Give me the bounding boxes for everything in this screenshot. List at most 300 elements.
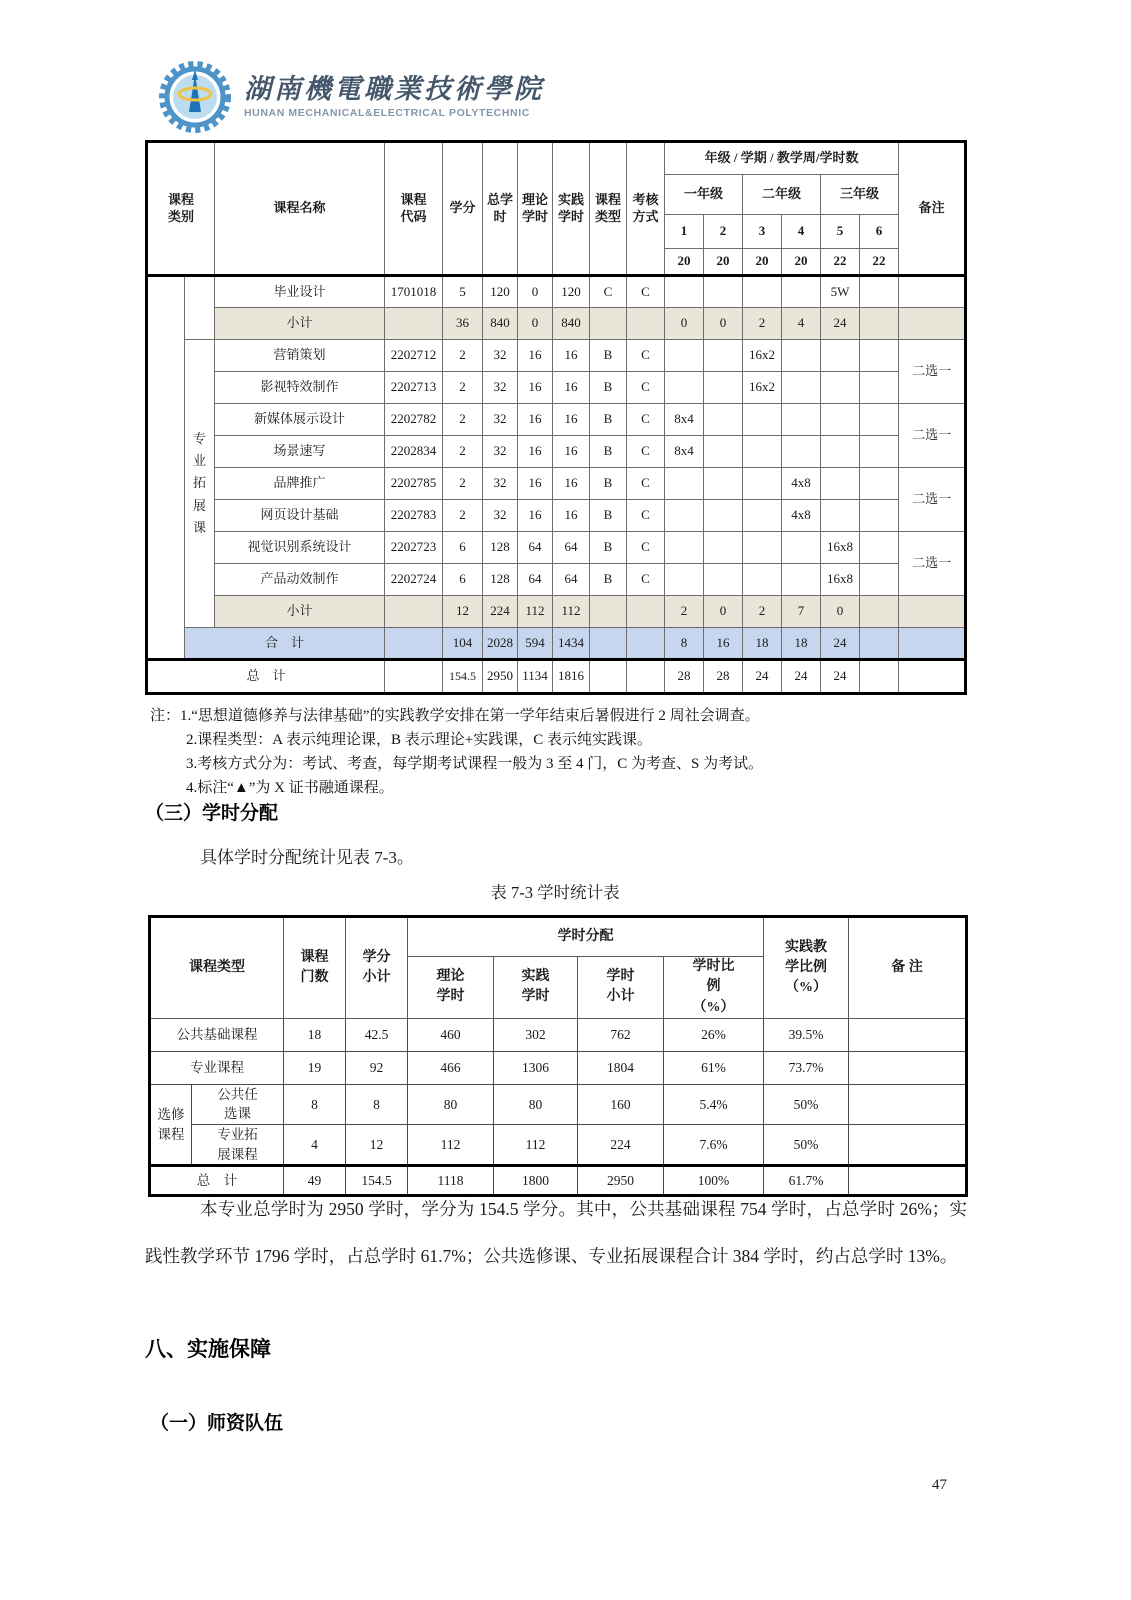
cell: 128 [483, 564, 518, 596]
t2-header-remark: 备 注 [849, 917, 967, 1019]
cell: B [590, 436, 627, 468]
t1-header-code-label: 课程代码 [400, 191, 427, 224]
t1-header-week3: 20 [743, 249, 782, 276]
cell: 16x2 [743, 340, 782, 372]
t1-header-sem2: 2 [704, 215, 743, 249]
cell [704, 372, 743, 404]
cell: 120 [483, 276, 518, 308]
cell: 16 [518, 372, 553, 404]
cell [860, 436, 899, 468]
school-name-block [244, 75, 544, 120]
cell [899, 660, 966, 694]
cell: C [590, 276, 627, 308]
cell: 4x8 [782, 468, 821, 500]
table-row-grand-subtotal [147, 628, 966, 660]
cell: 合 计 [185, 628, 385, 660]
cell: 5W [821, 276, 860, 308]
cell: 2950 [483, 660, 518, 694]
cell: 466 [408, 1051, 494, 1084]
cell: B [590, 340, 627, 372]
cell: 61% [664, 1051, 764, 1084]
cell [899, 308, 966, 340]
section-heading-hours-allocation: （三）学时分配 [145, 803, 279, 824]
cell [860, 628, 899, 660]
cell: 4 [284, 1125, 346, 1166]
cell: 1701018 [385, 276, 443, 308]
cell: 2202782 [385, 404, 443, 436]
elective-group-label: 选修课程 [157, 1106, 185, 1142]
cell: 112 [494, 1125, 578, 1166]
cell [821, 500, 860, 532]
t1-header-semester-group: 年级 / 学期 / 教学周/学时数 [665, 142, 899, 175]
cell: 4 [782, 308, 821, 340]
cell: 80 [408, 1084, 494, 1124]
cell: 16 [518, 500, 553, 532]
cell [665, 500, 704, 532]
cell: 2202713 [385, 372, 443, 404]
cell: 2202724 [385, 564, 443, 596]
cell [860, 372, 899, 404]
t1-header-assess [627, 142, 665, 276]
cell: 16 [553, 340, 590, 372]
category-label: 专业拓展课 [192, 431, 206, 535]
cell: 2 [665, 596, 704, 628]
cell: 24 [821, 660, 860, 694]
t2-header-practice-label: 实践学时 [521, 969, 550, 1005]
cell [860, 564, 899, 596]
school-logo-gear-icon [158, 60, 232, 134]
cell [821, 404, 860, 436]
cell [860, 532, 899, 564]
cell: 2 [443, 436, 483, 468]
cell: 2 [443, 404, 483, 436]
cell: 视觉识别系统设计 [215, 532, 385, 564]
cell [385, 660, 443, 694]
cell [849, 1125, 967, 1166]
cell [192, 1084, 284, 1124]
cell: 品牌推广 [215, 468, 385, 500]
t1-header-sem1: 1 [665, 215, 704, 249]
cell [860, 308, 899, 340]
cell [665, 564, 704, 596]
cell [899, 596, 966, 628]
cell: 1816 [553, 660, 590, 694]
cell: B [590, 468, 627, 500]
cell: 0 [704, 596, 743, 628]
cell: 小计 [215, 596, 385, 628]
cell: 0 [518, 276, 553, 308]
t2-header-credit [346, 917, 408, 1019]
cell [704, 436, 743, 468]
cell: 50% [764, 1125, 849, 1166]
cell [665, 340, 704, 372]
cell: 营销策划 [215, 340, 385, 372]
cell [590, 308, 627, 340]
elective-group-cell [150, 1084, 192, 1165]
cell: 112 [408, 1125, 494, 1166]
t1-header-category-label: 课程类别 [168, 191, 195, 224]
cell: 24 [743, 660, 782, 694]
cell [704, 404, 743, 436]
cell: 16 [518, 340, 553, 372]
cell: 5.4% [664, 1084, 764, 1124]
cell: 32 [483, 404, 518, 436]
cell [385, 596, 443, 628]
t2-header-subtotal [578, 957, 664, 1019]
cell [782, 564, 821, 596]
cell: 840 [553, 308, 590, 340]
cell: 6 [443, 564, 483, 596]
cell: 18 [284, 1018, 346, 1051]
cell [385, 308, 443, 340]
cell: 毕业设计 [215, 276, 385, 308]
cell: 1434 [553, 628, 590, 660]
t2-header-type: 课程类型 [150, 917, 284, 1019]
cell [590, 596, 627, 628]
cell: 总 计 [147, 660, 385, 694]
t2-header-practice [494, 957, 578, 1019]
cell: 12 [346, 1125, 408, 1166]
cell [860, 596, 899, 628]
cell: 8x4 [665, 436, 704, 468]
cell: 16 [553, 372, 590, 404]
table-row [147, 500, 966, 532]
cell: 16 [553, 468, 590, 500]
cell: 16x8 [821, 532, 860, 564]
cell: 影视特效制作 [215, 372, 385, 404]
cell [743, 564, 782, 596]
cell: 1804 [578, 1051, 664, 1084]
cell [665, 276, 704, 308]
category-cell [185, 340, 215, 628]
cell [782, 372, 821, 404]
cell: 92 [346, 1051, 408, 1084]
cell: 840 [483, 308, 518, 340]
cell: 1800 [494, 1166, 578, 1196]
t1-header-type-label: 课程类型 [595, 191, 622, 224]
t2-header-practice-ratio [764, 917, 849, 1019]
cell: 16x8 [821, 564, 860, 596]
t2-header-theory-label: 理论学时 [436, 969, 465, 1005]
cell: 19 [284, 1051, 346, 1084]
note-line: 2.课程类型：A 表示纯理论课，B 表示理论+实践课，C 表示纯实践课。 [186, 732, 652, 748]
remark-cell: 二选一 [899, 468, 966, 532]
cell: 2 [443, 500, 483, 532]
t1-header-sem5: 5 [821, 215, 860, 249]
cell: 0 [821, 596, 860, 628]
t1-header-remark: 备注 [899, 142, 966, 276]
note-line: 注：1.“思想道德修养与法律基础”的实践教学安排在第一学年结束后暑假进行 2 周社会调查。 [150, 708, 760, 724]
cell: C [627, 340, 665, 372]
cell: 8 [284, 1084, 346, 1124]
cell: 1134 [518, 660, 553, 694]
cell: 7.6% [664, 1125, 764, 1166]
cell: 5 [443, 276, 483, 308]
cell: 594 [518, 628, 553, 660]
cell: 61.7% [764, 1166, 849, 1196]
cell: 160 [578, 1084, 664, 1124]
cell [704, 500, 743, 532]
cell: 2950 [578, 1166, 664, 1196]
cell: 36 [443, 308, 483, 340]
t2-header-credit-label: 学分小计 [362, 949, 391, 985]
cell: 8x4 [665, 404, 704, 436]
table-row [147, 404, 966, 436]
t2-header-theory [408, 957, 494, 1019]
cell: 154.5 [346, 1166, 408, 1196]
cell [590, 660, 627, 694]
cell: 2 [743, 596, 782, 628]
t1-header-week6: 22 [860, 249, 899, 276]
school-logo [158, 60, 544, 134]
hours-statistics-table [148, 915, 968, 1197]
cell: 1118 [408, 1166, 494, 1196]
cell [627, 308, 665, 340]
cell [849, 1084, 967, 1124]
table-row [147, 276, 966, 308]
cell: 120 [553, 276, 590, 308]
t1-header-total-label: 总学时 [487, 191, 514, 224]
t1-header-theory-label: 理论学时 [522, 191, 549, 224]
cell: 24 [782, 660, 821, 694]
table-row [147, 532, 966, 564]
cell: B [590, 532, 627, 564]
t1-header-total [483, 142, 518, 276]
cell [821, 372, 860, 404]
cell: 0 [518, 308, 553, 340]
cell: B [590, 404, 627, 436]
cell [627, 628, 665, 660]
cell: 24 [821, 308, 860, 340]
cell: 专业课程 [150, 1051, 284, 1084]
cell [899, 628, 966, 660]
remark-cell: 二选一 [899, 532, 966, 596]
table-row [147, 436, 966, 468]
cell: 42.5 [346, 1018, 408, 1051]
cell [782, 404, 821, 436]
cell: 16 [553, 436, 590, 468]
t1-header-sem6: 6 [860, 215, 899, 249]
cell [849, 1051, 967, 1084]
school-name-en: HUNAN MECHANICAL&ELECTRICAL POLYTECHNIC [244, 107, 530, 120]
intro-sentence: 具体学时分配统计见表 7-3。 [200, 848, 414, 867]
cell [743, 532, 782, 564]
cell [590, 628, 627, 660]
cell: 64 [518, 564, 553, 596]
cell: 7 [782, 596, 821, 628]
t1-header-credit: 学分 [443, 142, 483, 276]
curriculum-table [145, 140, 967, 695]
cell [743, 276, 782, 308]
cell: 16 [518, 436, 553, 468]
cell: C [627, 532, 665, 564]
cell: C [627, 468, 665, 500]
t1-header-week1: 20 [665, 249, 704, 276]
cell: 2 [443, 468, 483, 500]
t1-header-practice-label: 实践学时 [558, 191, 585, 224]
table-row-grand-total [147, 660, 966, 694]
remark-cell: 二选一 [899, 404, 966, 468]
cell [743, 436, 782, 468]
cell: 1306 [494, 1051, 578, 1084]
cell: 32 [483, 340, 518, 372]
cell-label: 公共任选课 [217, 1086, 258, 1122]
table-row-subtotal [147, 308, 966, 340]
cell: 新媒体展示设计 [215, 404, 385, 436]
cell [147, 276, 185, 660]
cell-label: 专业拓展课程 [217, 1127, 258, 1162]
cell: 39.5% [764, 1018, 849, 1051]
cell [743, 500, 782, 532]
cell [860, 276, 899, 308]
cell: 2202783 [385, 500, 443, 532]
cell [782, 340, 821, 372]
table2-caption: 表 7-3 学时统计表 [490, 883, 620, 902]
cell: 16 [553, 500, 590, 532]
school-name-cn: 湖南機電職業技術學院 [244, 73, 544, 104]
cell [385, 628, 443, 660]
cell: 18 [782, 628, 821, 660]
cell: 2 [443, 372, 483, 404]
t2-header-group: 学时分配 [408, 917, 764, 957]
cell: 总 计 [150, 1166, 284, 1196]
cell: 0 [704, 308, 743, 340]
cell: 0 [665, 308, 704, 340]
cell: 80 [494, 1084, 578, 1124]
cell [704, 468, 743, 500]
cell [743, 468, 782, 500]
cell: 2 [743, 308, 782, 340]
t2-header-ratio [664, 957, 764, 1019]
cell: 6 [443, 532, 483, 564]
table-row [150, 1084, 967, 1124]
table-row [150, 1051, 967, 1084]
t1-header-type [590, 142, 627, 276]
cell: 762 [578, 1018, 664, 1051]
cell: 49 [284, 1166, 346, 1196]
table-row [147, 564, 966, 596]
cell [704, 532, 743, 564]
table-row [150, 1018, 967, 1051]
cell: 公共基础课程 [150, 1018, 284, 1051]
t1-header-grade3: 三年级 [821, 175, 899, 215]
cell [821, 436, 860, 468]
cell: B [590, 372, 627, 404]
cell: 18 [743, 628, 782, 660]
t1-header-practice [553, 142, 590, 276]
remark-cell: 二选一 [899, 340, 966, 404]
t1-header-week5: 22 [821, 249, 860, 276]
cell: 112 [553, 596, 590, 628]
cell [704, 276, 743, 308]
cell: 128 [483, 532, 518, 564]
cell [185, 276, 215, 340]
cell: B [590, 500, 627, 532]
cell: 28 [704, 660, 743, 694]
cell: 112 [518, 596, 553, 628]
cell [860, 340, 899, 372]
t2-header-practice-ratio-label: 实践教学比例（%） [785, 939, 827, 996]
cell: C [627, 564, 665, 596]
table-row [150, 1125, 967, 1166]
cell [743, 404, 782, 436]
cell [821, 468, 860, 500]
cell: 32 [483, 500, 518, 532]
cell: 2202712 [385, 340, 443, 372]
summary-paragraph: 本专业总学时为 2950 学时，学分为 154.5 学分。其中，公共基础课程 754 学时，占总学时 26%；实践性教学环节 1796 学时，占总学时 61.7%；公共选修课、专业拓展课程合计 384 学时，约占总学时 13%。 [145, 1199, 967, 1266]
cell: B [590, 564, 627, 596]
cell: 8 [346, 1084, 408, 1124]
cell [782, 276, 821, 308]
t1-header-sem4: 4 [782, 215, 821, 249]
cell [665, 532, 704, 564]
cell [782, 532, 821, 564]
t1-header-assess-label: 考核方式 [632, 191, 659, 224]
page-number: 47 [932, 1477, 947, 1493]
section-heading-implementation: 八、实施保障 [145, 1338, 271, 1361]
cell: 224 [578, 1125, 664, 1166]
cell: 产品动效制作 [215, 564, 385, 596]
cell: 32 [483, 436, 518, 468]
cell: C [627, 372, 665, 404]
cell: 16 [518, 404, 553, 436]
cell [860, 404, 899, 436]
note-line: 4.标注“▲”为 X 证书融通课程。 [186, 780, 394, 796]
cell: 32 [483, 372, 518, 404]
cell: C [627, 276, 665, 308]
cell: C [627, 436, 665, 468]
t1-header-category [147, 142, 215, 276]
t1-header-week4: 20 [782, 249, 821, 276]
t1-header-theory [518, 142, 553, 276]
cell [782, 436, 821, 468]
cell: 460 [408, 1018, 494, 1051]
cell [860, 500, 899, 532]
cell: 26% [664, 1018, 764, 1051]
t2-header-count [284, 917, 346, 1019]
cell: 32 [483, 468, 518, 500]
table-row [147, 468, 966, 500]
cell [627, 660, 665, 694]
cell: 16 [518, 468, 553, 500]
note-line: 3.考核方式分为：考试、考查，每学期考试课程一般为 3 至 4 门，C 为考查、S 为考试。 [186, 756, 764, 772]
cell [821, 340, 860, 372]
cell: 302 [494, 1018, 578, 1051]
cell: 8 [665, 628, 704, 660]
cell [704, 340, 743, 372]
cell: 100% [664, 1166, 764, 1196]
cell: 16x2 [743, 372, 782, 404]
cell: C [627, 404, 665, 436]
cell: 64 [553, 532, 590, 564]
cell: 104 [443, 628, 483, 660]
cell [192, 1125, 284, 1166]
cell: 224 [483, 596, 518, 628]
cell [665, 468, 704, 500]
cell: 28 [665, 660, 704, 694]
t1-header-sem3: 3 [743, 215, 782, 249]
cell: 64 [553, 564, 590, 596]
cell: 2028 [483, 628, 518, 660]
t1-header-grade2: 二年级 [743, 175, 821, 215]
t2-header-subtotal-label: 学时小计 [606, 969, 635, 1005]
cell: 小计 [215, 308, 385, 340]
table-row [147, 340, 966, 372]
cell: 16 [553, 404, 590, 436]
cell: C [627, 500, 665, 532]
cell: 16 [704, 628, 743, 660]
cell: 154.5 [443, 660, 483, 694]
